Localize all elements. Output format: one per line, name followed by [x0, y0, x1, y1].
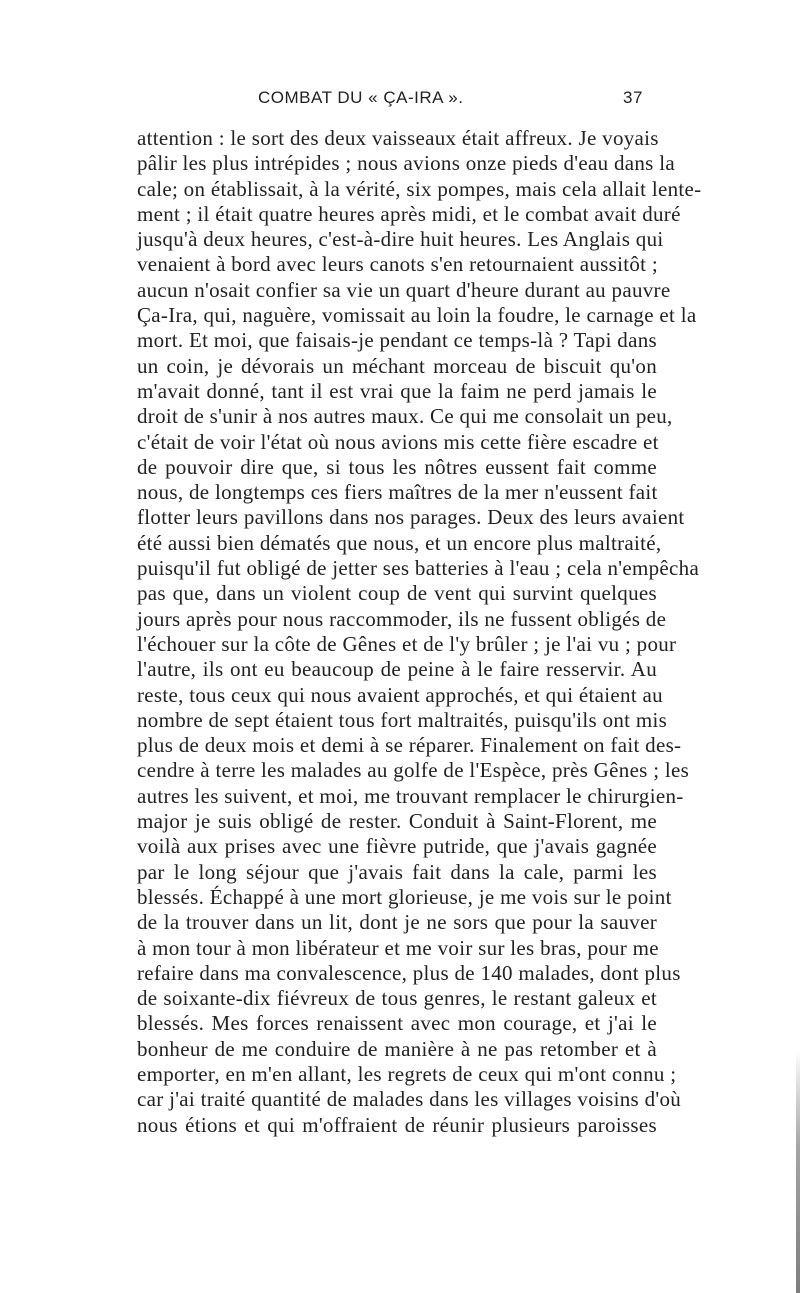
text-line: nous étions et qui m'offraient de réunir plusieurs paroisses	[137, 1112, 657, 1137]
text-line: m'avait donné, tant il est vrai que la faim ne perd jamais le	[137, 378, 657, 403]
text-line: nous, de longtemps ces fiers maîtres de la mer n'eussent fait	[137, 480, 658, 505]
text-line: droit de s'unir à nos autres maux. Ce qui me consolait un peu,	[137, 404, 673, 429]
text-line: plus de deux mois et demi à se réparer. Finalement on fait des-	[137, 733, 682, 758]
text-line: blessés. Échappé à une mort glorieuse, je me vois sur le point	[137, 884, 672, 909]
text-line: bonheur de me conduire de manière à ne pas retomber et à	[137, 1036, 657, 1061]
text-line: un coin, je dévorais un méchant morceau de biscuit qu'on	[137, 353, 657, 378]
text-line: pâlir les plus intrépides ; nous avions onze pieds d'eau dans la	[137, 151, 675, 176]
text-line: mort. Et moi, que faisais-je pendant ce temps-là ? Tapi dans	[137, 328, 657, 353]
text-line: jours après pour nous raccommoder, ils ne fussent obligés de	[137, 606, 667, 631]
text-line: attention : le sort des deux vaisseaux était affreux. Je voyais	[137, 126, 659, 150]
text-line: reste, tous ceux qui nous avaient approchés, et qui étaient au	[137, 682, 663, 707]
text-line: aucun n'osait confier sa vie un quart d'heure durant au pauvre	[137, 277, 671, 302]
text-line: à mon tour à mon libérateur et me voir sur les bras, pour me	[137, 935, 659, 960]
text-line: Ça-Ira, qui, naguère, vomissait au loin la foudre, le carnage et la	[137, 303, 697, 328]
text-line: l'autre, ils ont eu beaucoup de peine à le faire resservir. Au	[137, 657, 657, 682]
text-line: refaire dans ma convalescence, plus de 140 malades, dont plus	[137, 960, 681, 985]
text-line: flotter leurs pavillons dans nos parages. Deux des leurs avaient	[137, 505, 685, 530]
page-edge-shadow	[796, 1050, 800, 1293]
header-title: COMBAT DU « ÇA-IRA ».	[258, 88, 464, 107]
text-line: venaient à bord avec leurs canots s'en retournaient aussitôt ;	[137, 252, 658, 277]
text-line: ment ; il était quatre heures après midi, et le combat avait duré	[137, 201, 681, 226]
text-line: major je suis obligé de rester. Conduit à Saint-Florent, me	[137, 809, 657, 834]
text-line: voilà aux prises avec une fièvre putride, que j'avais gagnée	[137, 834, 657, 859]
text-line: jusqu'à deux heures, c'est-à-dire huit heures. Les Anglais qui	[137, 227, 664, 252]
text-line: cendre à terre les malades au golfe de l'Espèce, près Gênes ; les	[137, 758, 690, 783]
text-line: de pouvoir dire que, si tous les nôtres eussent fait comme	[137, 454, 657, 479]
text-line: l'échouer sur la côte de Gênes et de l'y brûler ; je l'ai vu ; pour	[137, 631, 677, 656]
text-line: autres les suivent, et moi, me trouvant remplacer le chirurgien-	[137, 783, 684, 808]
text-line: de soixante-dix fiévreux de tous genres, le restant galeux et	[137, 986, 657, 1011]
text-line: blessés. Mes forces renaissent avec mon courage, et j'ai le	[137, 1011, 657, 1036]
text-line: car j'ai traité quantité de malades dans les villages voisins d'où	[137, 1087, 682, 1112]
text-line: c'était de voir l'état où nous avions mis cette fière escadre et	[137, 429, 659, 454]
text-line: puisqu'il fut obligé de jetter ses batteries à l'eau ; cela n'empêcha	[137, 556, 700, 581]
text-line: emporter, en m'en allant, les regrets de ceux qui m'ont connu ;	[137, 1061, 677, 1086]
text-line: pas que, dans un violent coup de vent qui survint quelques	[137, 581, 657, 606]
body-text	[137, 126, 702, 1138]
text-line: été aussi bien dématés que nous, et un encore plus maltraité,	[137, 530, 662, 555]
text-line: de la trouver dans un lit, dont je ne sors que pour la sauver	[137, 910, 657, 935]
text-line: nombre de sept étaient tous fort maltraités, puisqu'ils ont mis	[137, 707, 668, 732]
text-line: par le long séjour que j'avais fait dans la cale, parmi les	[137, 859, 657, 884]
text-line: cale; on établissait, à la vérité, six pompes, mais cela allait lente-	[137, 176, 702, 201]
running-header	[258, 88, 658, 114]
page-number: 37	[623, 88, 643, 107]
